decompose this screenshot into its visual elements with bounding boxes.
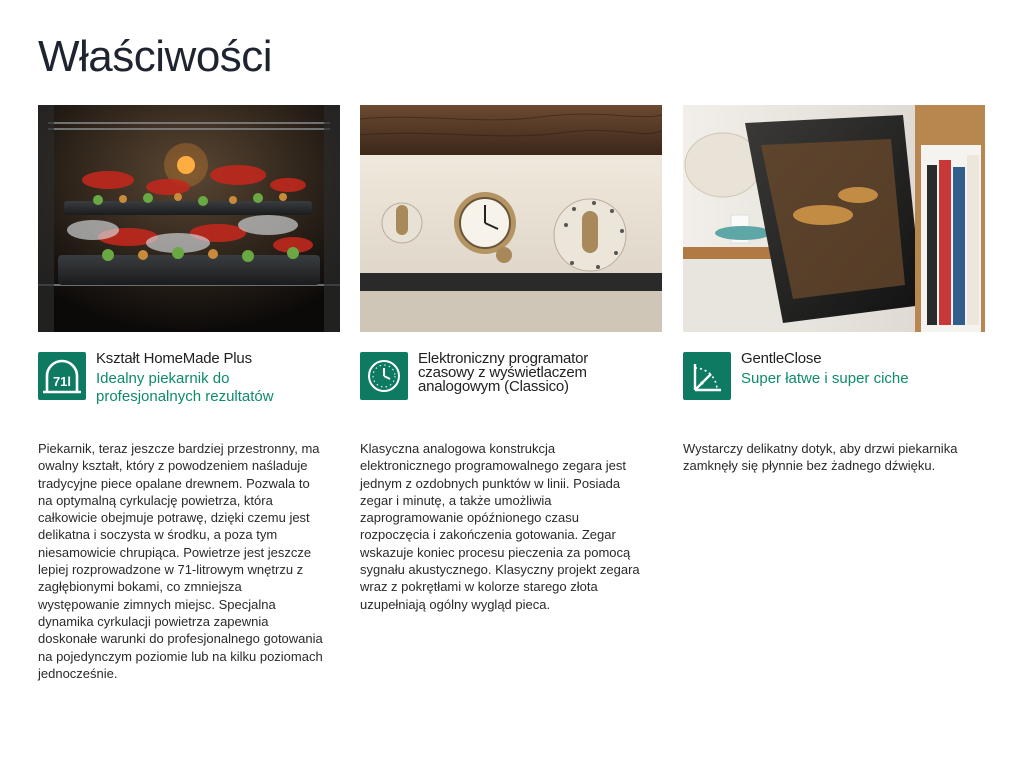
feature-description: Piekarnik, teraz jeszcze bardziej przestronny, ma owalny kształt, który z powodzeniem naśladuje tradycyjne piece opalane drewnem. Pozwala to na optymalną cyrkulację powietrza, która całkowicie obejmuje potrawę, dzięki czemu jest delikatna i soczysta w środku, a poza tym niesamowicie chrupiąca. Powietrze jest jeszcze lepiej rozprowadzone w 71-litrowym wnętrzu z zagłębionymi bokami, co zmniejsza występowanie zimnych miejsc. Specjalna dynamika cyrkulacji powietrza zapewnia doskonałe warunki do profesjonalnego gotowania na pojedynczym poziomie lub na kilku poziomach jednocześnie. <box>38 441 323 681</box>
clock-icon <box>360 352 408 400</box>
page-title: Właściwości <box>38 32 273 81</box>
feature-programmer <box>360 352 662 422</box>
oven-capacity-label: 71l <box>52 374 72 389</box>
feature-column-programmer <box>360 105 662 612</box>
feature-description: Klasyczna analogowa konstrukcja elektronicznego programowalnego zegara jest jednym z ozdobnych punktów w linii. Posiada zegar i minutę, a także umożliwia zaprogramowanie opóźnionego czasu rozpoczęcia i zakończenia gotowania. Zegar wskazuje koniec procesu pieczenia za pomocą sygnału akustycznego. Klasyczny projekt zegara wraz z pokrętłami w kolorze starego złota uzupełniają ogólny wygląd pieca. <box>360 441 640 612</box>
feature-column-gentleclose <box>683 105 985 474</box>
feature-name: GentleClose <box>741 350 822 367</box>
feature-tagline: Super łatwe i super ciche <box>741 370 909 387</box>
soft-close-door-icon <box>683 352 731 400</box>
feature-name: Elektroniczny programator czasowy z wyświetlaczem analogowym (Classico) <box>418 350 589 395</box>
feature-column-homemade-plus <box>38 105 340 681</box>
feature-homemade-plus <box>38 352 340 422</box>
feature-tagline: Idealny piekarnik do profesjonalnych rezultatów <box>96 370 274 405</box>
oven-control-panel-photo <box>360 105 662 332</box>
oven-interior-photo <box>38 105 340 332</box>
oven-71l-icon <box>38 352 86 400</box>
feature-gentleclose <box>683 352 985 422</box>
feature-description: Wystarczy delikatny dotyk, aby drzwi piekarnika zamknęły się płynnie bez żadnego dźwięku. <box>683 441 958 474</box>
oven-door-kitchen-photo <box>683 105 985 332</box>
feature-name: Kształt HomeMade Plus <box>96 350 252 367</box>
